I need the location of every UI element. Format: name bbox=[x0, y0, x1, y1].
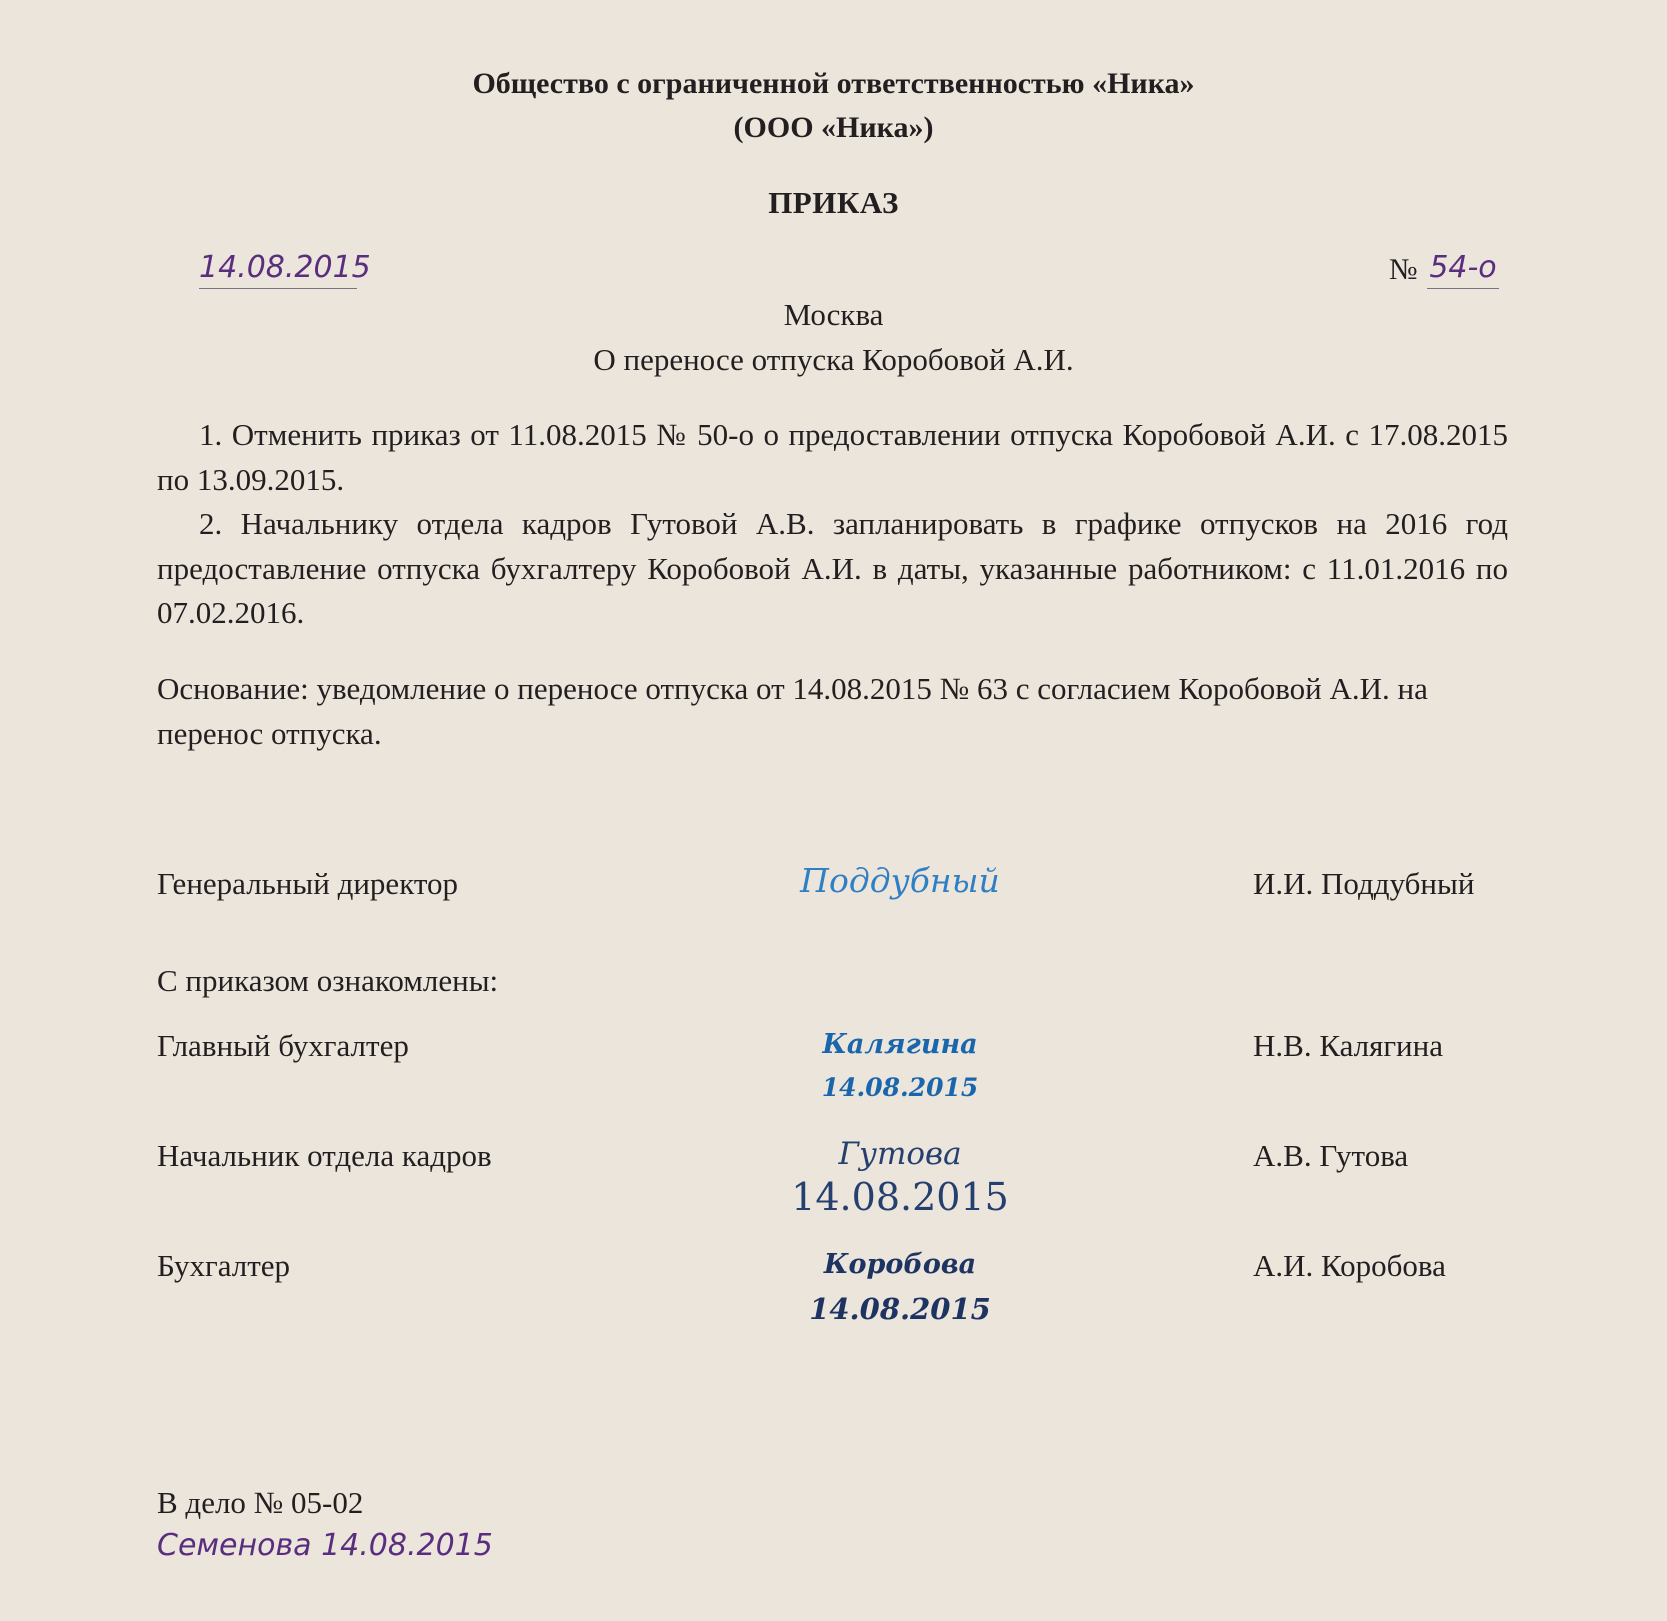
order-number: 54-о bbox=[1427, 248, 1499, 289]
organization-short-name: (ООО «Ника») bbox=[733, 111, 934, 144]
number-sign: № bbox=[1389, 253, 1418, 286]
signature-accountant: Коробова bbox=[823, 1249, 977, 1280]
order-date: 14.08.2015 bbox=[199, 248, 357, 289]
row-position-accountant: Бухгалтер bbox=[157, 1248, 291, 1283]
signature-chief-accountant: Калягина bbox=[822, 1029, 978, 1060]
director-position: Генеральный директор bbox=[157, 866, 458, 901]
signature-date-accountant: 14.08.2015 bbox=[809, 1292, 991, 1326]
city: Москва bbox=[783, 297, 884, 332]
row-name-chief-accountant: Н.В. Калягина bbox=[1253, 1028, 1443, 1063]
director-name: И.И. Поддубный bbox=[1253, 866, 1475, 901]
acquainted-heading: С приказом ознакомлены: bbox=[157, 963, 499, 998]
row-name-hr-head: А.В. Гутова bbox=[1253, 1138, 1409, 1173]
signature-date-chief-accountant: 14.08.2015 bbox=[821, 1073, 979, 1102]
archive-note: Семенова 14.08.2015 bbox=[157, 1528, 493, 1563]
director-signature: Поддубный bbox=[800, 861, 1000, 900]
archive-label: В дело № 05-02 bbox=[157, 1485, 364, 1520]
signature-date-hr-head: 14.08.2015 bbox=[791, 1175, 1009, 1219]
organization-full-name: Общество с ограниченной ответственностью «Ника» bbox=[472, 67, 1195, 100]
row-position-hr-head: Начальник отдела кадров bbox=[157, 1138, 492, 1173]
row-name-accountant: А.И. Коробова bbox=[1253, 1248, 1446, 1283]
order-subject: О переносе отпуска Коробовой А.И. bbox=[593, 342, 1074, 377]
document-title: ПРИКАЗ bbox=[768, 185, 899, 220]
order-item-2: 2. Начальнику отдела кадров Гутовой А.В. запланировать в графике отпусков на 2016 год предоставление отпуска бухгалтеру Коробовой А.И. в даты, указанные работником: с 11.01.2016 по 07.02.2016. bbox=[157, 506, 1508, 630]
row-position-chief-accountant: Главный бухгалтер bbox=[157, 1028, 409, 1063]
order-item-1: 1. Отменить приказ от 11.08.2015 № 50-о о предоставлении отпуска Коробовой А.И. с 17.08.2015 по 13.09.2015. bbox=[157, 417, 1508, 497]
order-basis: Основание: уведомление о переносе отпуска от 14.08.2015 № 63 с согласием Коробовой А.И. на перенос отпуска. bbox=[157, 671, 1428, 751]
signature-hr-head: Гутова bbox=[838, 1136, 962, 1172]
